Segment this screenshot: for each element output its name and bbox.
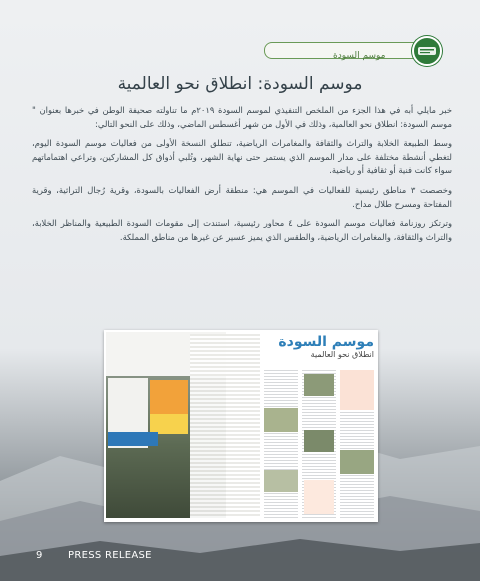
paragraph-areas: وخصصت ٣ مناطق رئيسية للفعاليات في الموسم هي: منطقة أرض الفعاليات بالسودة، وقرية رُجال التراثية، وقرية المفتاحة ومسرح طلال مداح. xyxy=(32,184,452,209)
clipping-middle-column xyxy=(190,334,260,518)
logo-emblem-icon xyxy=(417,44,437,58)
clipping-headline-block xyxy=(262,334,374,368)
page-title: موسم السودة: انطلاق نحو العالمية xyxy=(117,74,363,94)
newspaper-logo xyxy=(412,36,442,66)
clipping-photo xyxy=(340,450,374,474)
page-number: 9 xyxy=(36,550,43,561)
clipping-photo xyxy=(304,374,334,396)
clipping-subheadline: انطلاق نحو العالمية xyxy=(310,350,374,359)
clipping-photo xyxy=(304,430,334,452)
section-tag xyxy=(256,38,442,62)
paragraph-intro: خبر مايلي أبه في هذا الجزء من الملخص التنفيذي لموسم السودة ٢٠١٩م ما تناولته صحيفة الوطن في خبرها بعنوان " موسم السودة: انطلاق نحو العالمية، وذلك في الأول من شهر أغسطس الماضي، وذلك على النحو التالي: xyxy=(32,105,452,129)
clipping-yellow-panel xyxy=(150,414,188,434)
clipping-blue-wave xyxy=(108,432,158,446)
clipping-sidebar-box xyxy=(304,480,334,514)
clipping-sidebar-box xyxy=(340,370,374,410)
clipping-orange-panel xyxy=(150,380,188,414)
newspaper-clipping xyxy=(104,330,378,522)
paragraph-nature: وسط الطبيعة الخلابة والتراث والثقافة والمغامرات الرياضية، تنطلق النسخة الأولى من فعاليات موسم السودة اليوم، لتغطي أنشطة مختلفة على مدار الموسم الذي يستمر حتى نهاية الشهر، وتُلبي أذواق كل المشاركين، وتراعي اهتماماتهم سواء كانت فنية أو ثقافية أو رياضية. xyxy=(32,138,452,176)
section-tag-label: موسم السودة xyxy=(333,51,386,61)
clipping-photo xyxy=(264,470,298,492)
clipping-photo xyxy=(264,408,298,432)
paragraph-pillars: وترتكز روزنامة فعاليات موسم السودة على ٤ محاور رئيسية، استندت إلى مقومات السودة الطبيعية والمناظر الخلابة، والتراث والثقافة، والمغامرات الرياضية، والطقس الذي يميز عسير عن غيرها من مناطق المملكة. xyxy=(32,218,452,242)
clipping-text-column xyxy=(264,370,298,518)
clipping-headline: موسم السودة xyxy=(278,334,374,350)
article-body xyxy=(32,104,452,250)
footer-label: PRESS RELEASE xyxy=(68,550,152,561)
